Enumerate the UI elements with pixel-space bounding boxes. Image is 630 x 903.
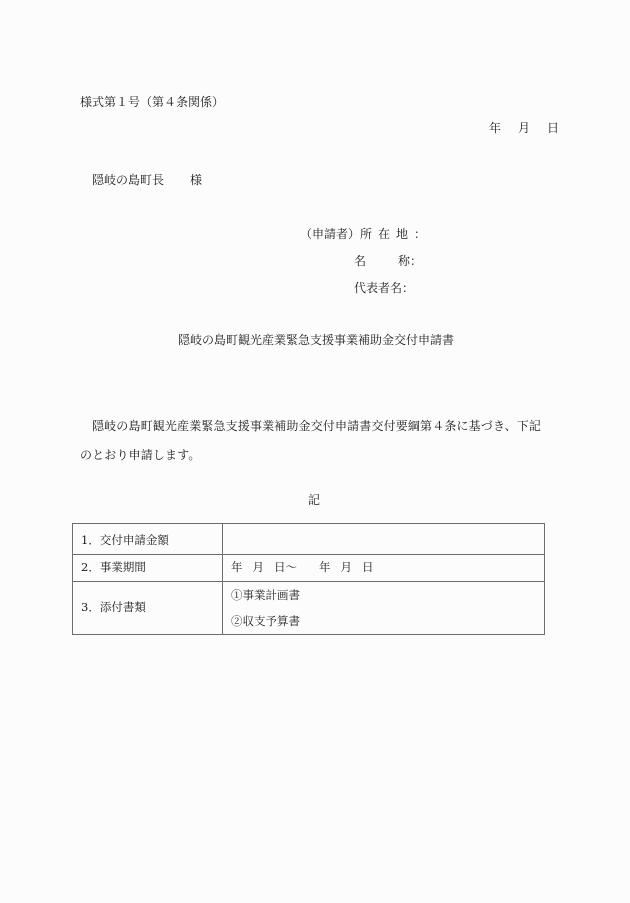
date-year-label: 年 (489, 121, 502, 135)
period-value-cell (223, 555, 545, 582)
applicant-name-row (354, 255, 422, 267)
addressee-name: 隠岐の島町長 (92, 173, 165, 187)
table-row (73, 524, 545, 555)
applicant-representative-row (354, 282, 414, 294)
period-start-day: 日〜 (274, 560, 297, 575)
applicant-address-row (300, 228, 426, 240)
period-start-year: 年 (231, 560, 243, 575)
address-colon: ： (414, 227, 427, 241)
name-label-first: 名 (354, 254, 367, 268)
submission-date (489, 122, 559, 134)
row-label-period: 2．事業期間 (73, 555, 223, 582)
name-label-second: 称 (398, 254, 411, 268)
period-start-month: 月 (252, 560, 264, 575)
date-month-label: 月 (518, 121, 531, 135)
attachment-item: ①事業計画書 (231, 588, 300, 602)
period-end-day: 日 (362, 560, 374, 575)
row-label-amount: 1．交付申請金額 (73, 524, 223, 555)
table-row (73, 582, 545, 635)
ki-heading: 記 (308, 493, 321, 507)
row-label-attachments: 3．添付書類 (73, 582, 223, 635)
table-row (73, 555, 545, 582)
representative-colon: ： (402, 281, 415, 295)
address-label: 所在地 (360, 227, 415, 241)
addressee (92, 174, 202, 186)
application-items-table (72, 523, 545, 635)
attachment-item: ②収支予算書 (231, 614, 300, 628)
attachments-value-cell (223, 582, 545, 635)
form-number: 様式第１号（第４条関係） (80, 95, 225, 109)
document-title: 隠岐の島町観光産業緊急支援事業補助金交付申請書 (178, 333, 455, 347)
body-paragraph: 隠岐の島町観光産業緊急支援事業補助金交付申請書交付要綱第４条に基づき、下記のとおり申請します。 (80, 419, 542, 462)
name-colon: ： (410, 254, 423, 268)
date-day-label: 日 (547, 121, 560, 135)
representative-label: 代表者名 (354, 281, 403, 295)
amount-value-cell (223, 524, 545, 555)
period-end-month: 月 (340, 560, 352, 575)
period-end-year: 年 (319, 560, 331, 575)
applicant-prefix: （申請者） (300, 227, 361, 241)
addressee-honorific: 様 (190, 173, 203, 187)
